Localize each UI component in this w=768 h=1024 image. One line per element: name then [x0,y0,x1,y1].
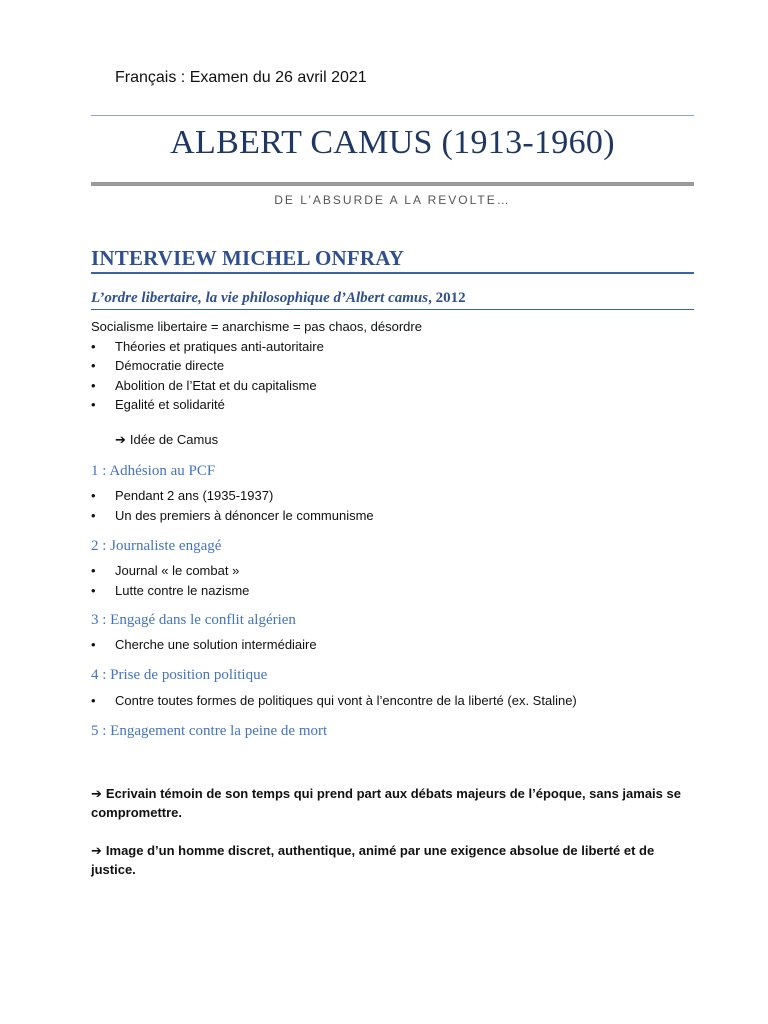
page-subtitle: DE L’ABSURDE A LA REVOLTE… [274,193,511,207]
conclusion-1 [91,784,701,822]
book-divider [91,309,694,310]
list-item: • Démocratie directe [91,356,701,376]
book-year: , 2012 [428,290,466,306]
arrow-right-icon: ➔ [91,786,102,801]
page-title: ALBERT CAMUS (1913-1960) [170,124,615,161]
list-item: • Cherche une solution intermédiaire [91,635,701,655]
intro-block [91,317,701,415]
list-item: • Egalité et solidarité [91,395,701,415]
conclusion-1-text: Ecrivain témoin de son temps qui prend part aux débats majeurs de l’époque, sans jamais se compromettre. [91,786,681,820]
list-item: • Lutte contre le nazisme [91,581,701,601]
section-3-heading: 3 : Engagé dans le conflit algérien [91,612,296,628]
conclusion-2-text: Image d’un homme discret, authentique, animé par une exigence absolue de liberté et de justice. [91,843,655,877]
section-4-heading: 4 : Prise de position politique [91,667,268,683]
section-4-list [91,691,701,711]
intro-line: Socialisme libertaire = anarchisme = pas chaos, désordre [91,319,422,334]
book-title: L’ordre libertaire, la vie philosophique d’Albert camus [91,290,429,306]
arrow-note [115,432,218,448]
list-item: • Pendant 2 ans (1935-1937) [91,486,701,506]
list-item: • Théories et pratiques anti-autoritaire [91,337,701,357]
section-3-list-block [91,635,701,655]
exam-header: Français : Examen du 26 avril 2021 [115,69,367,86]
title-divider [91,182,694,186]
section-1-list [91,486,701,525]
section-2-heading: 2 : Journaliste engagé [91,538,222,554]
intro-list [91,337,701,415]
section-1-heading: 1 : Adhésion au PCF [91,463,216,479]
list-item: • Contre toutes formes de politiques qui vont à l’encontre de la liberté (ex. Staline) [91,691,701,711]
section-4-list-block [91,691,701,711]
conclusion-2 [91,841,701,879]
section-divider [91,272,694,274]
section-2-list-block [91,561,701,600]
arrow-right-icon: ➔ [115,432,126,447]
arrow-note-text: Idée de Camus [129,432,219,447]
list-item: • Abolition de l’Etat et du capitalisme [91,376,701,396]
list-item: • Un des premiers à dénoncer le communisme [91,506,701,526]
arrow-right-icon: ➔ [91,843,102,858]
section-3-list [91,635,701,655]
section-2-list [91,561,701,600]
list-item: • Journal « le combat » [91,561,701,581]
section-heading: INTERVIEW MICHEL ONFRAY [91,246,405,270]
top-divider [91,115,694,116]
book-reference [91,290,466,307]
section-1-list-block [91,486,701,525]
section-5-heading: 5 : Engagement contre la peine de mort [91,723,328,739]
